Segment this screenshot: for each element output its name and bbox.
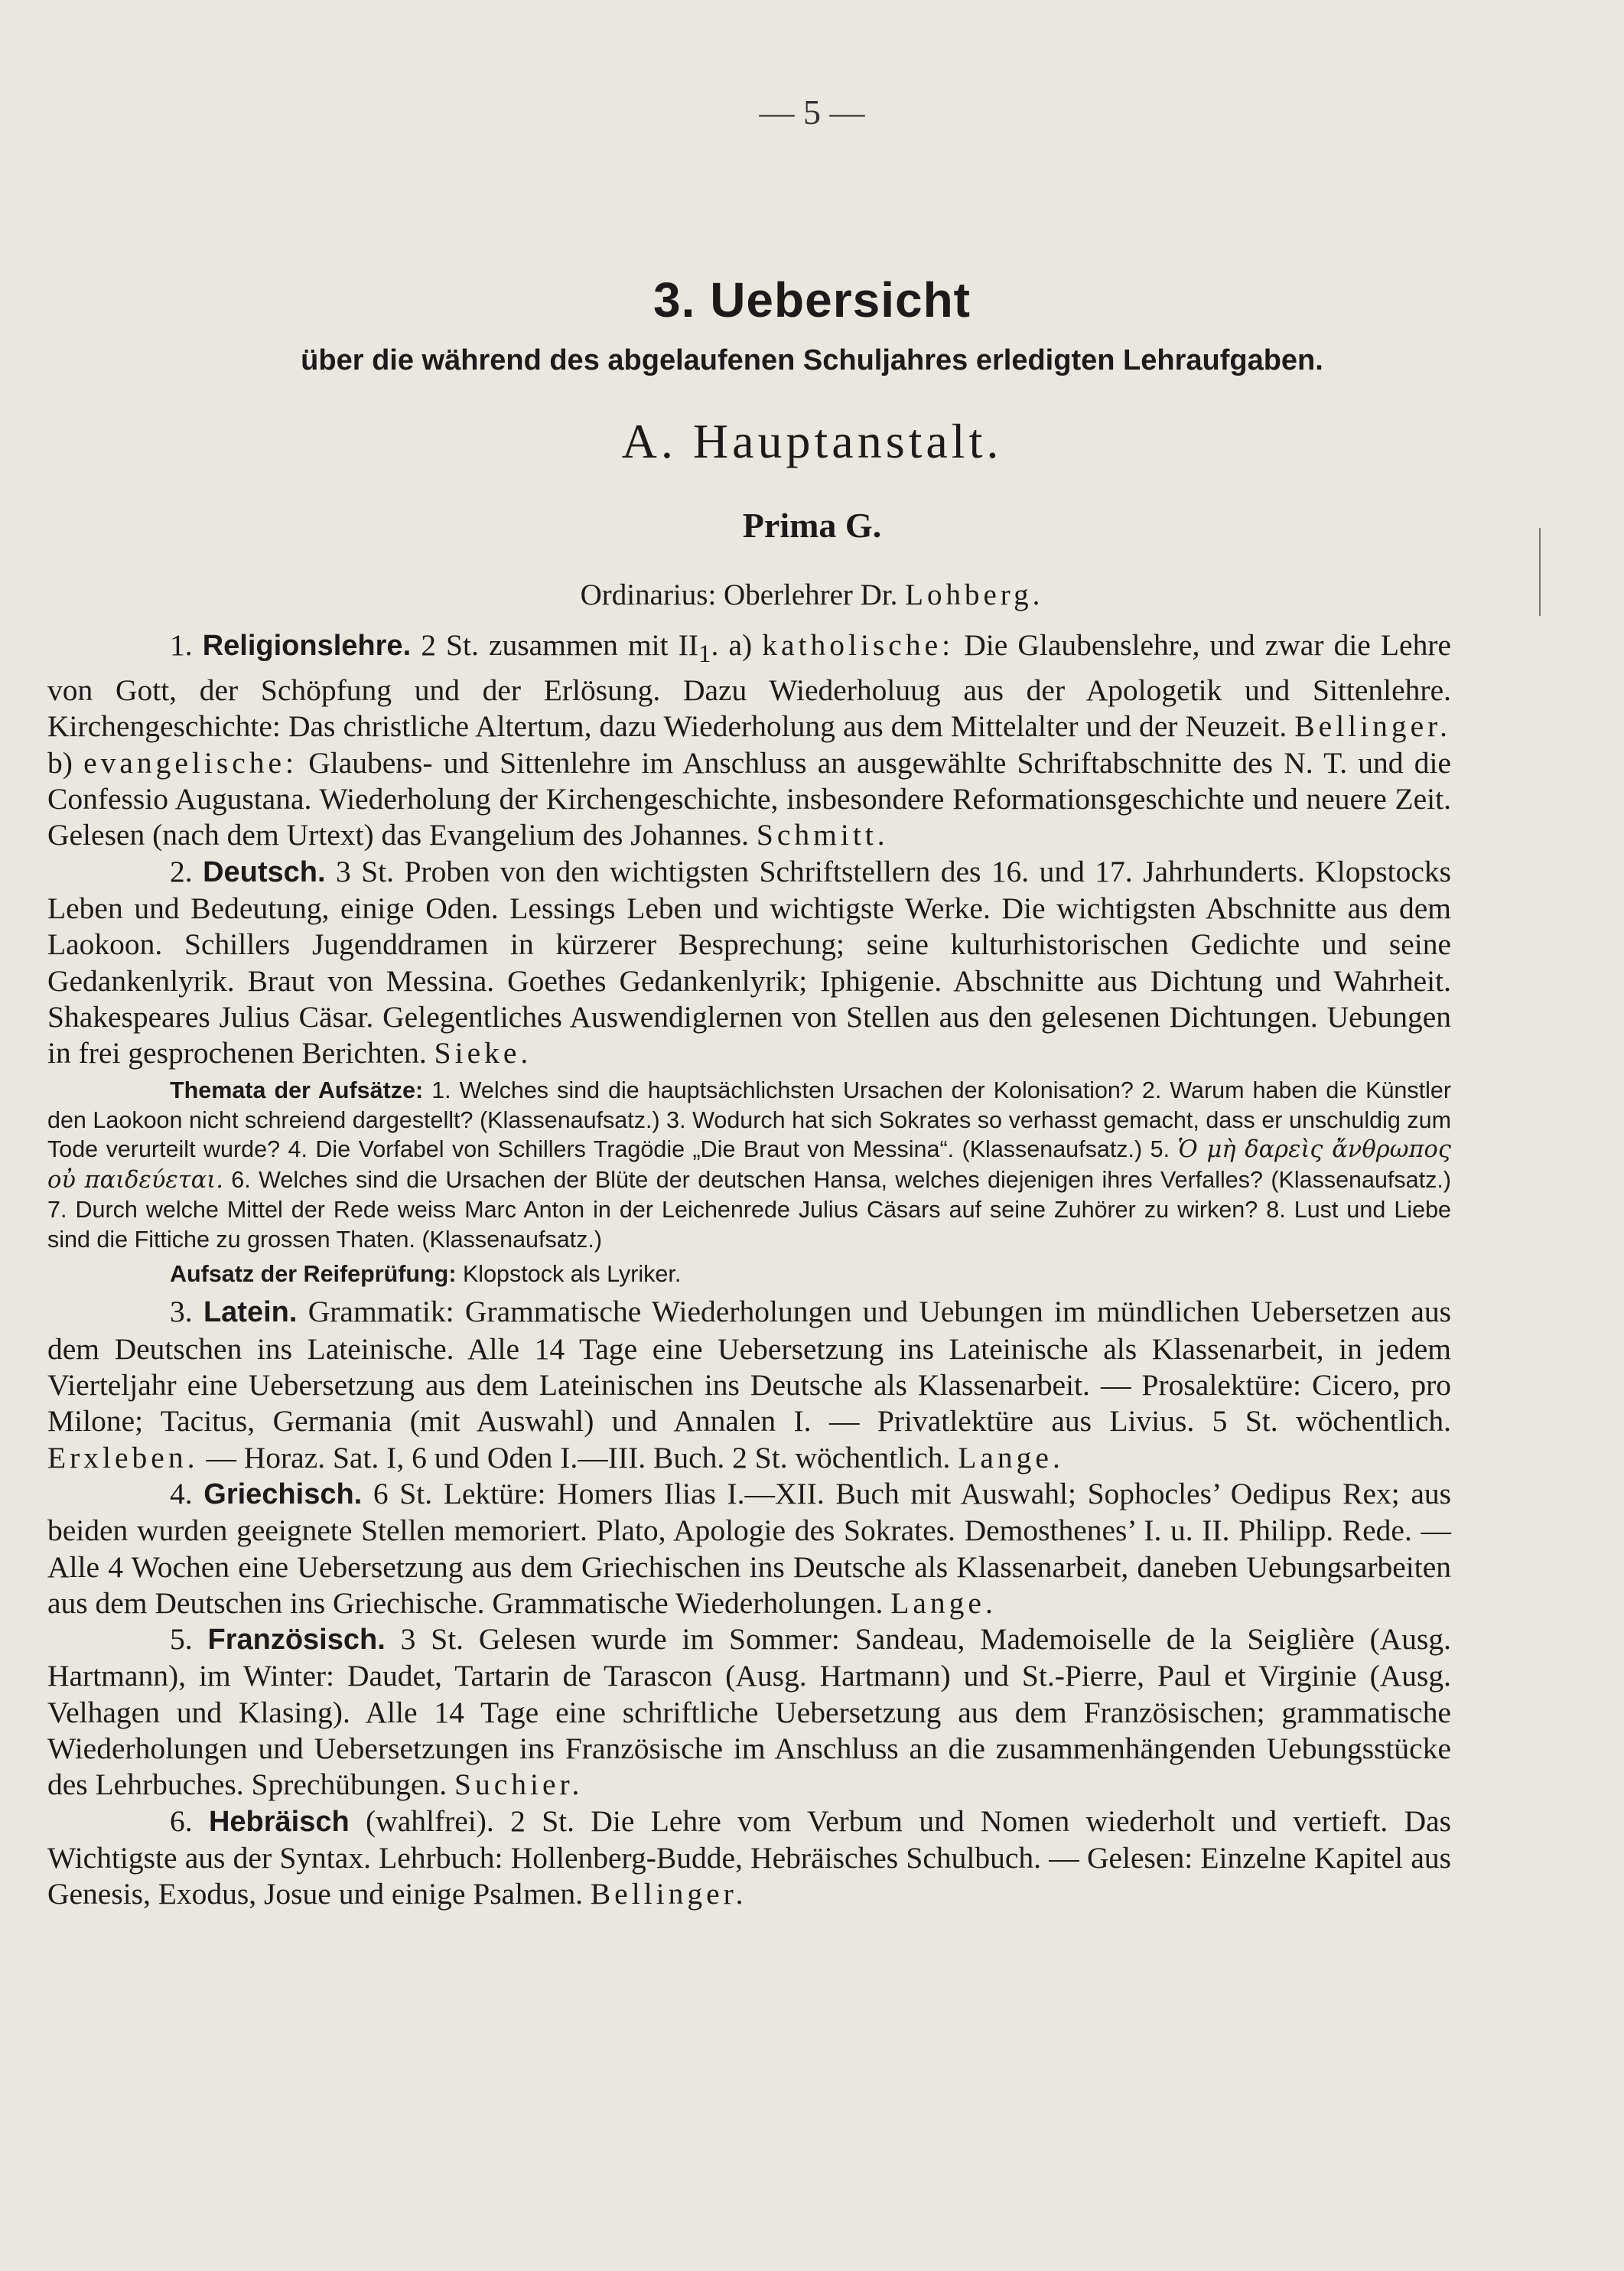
subject-hebraeisch xyxy=(47,1803,1451,1913)
subject-text: Die Glaubenslehre, und zwar die Lehre von Gott, der Schöpfung und der Erlösung. Dazu Wiederholuug aus der Apologetik und Sittenlehre. Kirchengeschichte: Das christliche Altertum, dazu Wiederholung aus dem Mittelalter und der Neuzeit. xyxy=(47,628,1452,744)
subject-subscript: 1 xyxy=(698,640,711,668)
ordinarius-name: Lohberg. xyxy=(905,578,1044,611)
subject-text: Glaubens- und Sittenlehre im Anschluss an ausgewählte Schriftabschnitte des N. T. und die Confessio Augustana. Wiederholung der Kirchengeschichte, insbesondere Reformationsgeschichte und neuere Zeit. Gelesen (nach dem Urtext) das Evangelium des Johannes. xyxy=(47,745,1451,852)
margin-rule xyxy=(1539,528,1541,616)
subject-latein xyxy=(47,1294,1451,1475)
greek-quote: Ὁ μὴ δαρεὶς ἄνθρωπος οὐ παιδεύεται. xyxy=(47,1136,1451,1194)
institution-heading: A. Hauptanstalt. xyxy=(621,414,1003,468)
teacher-name: Lange. xyxy=(958,1440,1064,1474)
subject-text: Grammatik: Grammatische Wiederholungen und Uebungen im mündlichen Uebersetzen aus dem Deutschen ins Lateinische. Alle 14 Tage eine Uebersetzung ins Lateinische als Klassenarbeit, in jedem Vierteljahr eine Uebersetzung aus dem Lateinischen ins Deutsche als Klassenarbeit. — Prosalektüre: Cicero, pro Milone; Tacitus, Germania (mit Auswahl) und Annalen I. — Privatlektüre aus Livius. 5 St. wöchentlich. xyxy=(47,1295,1452,1439)
section-title: 3. Uebersicht xyxy=(653,272,971,327)
subject-text: b) xyxy=(47,745,84,780)
subject-number: 3. xyxy=(170,1295,193,1329)
ordinarius-label: Ordinarius: Oberlehrer Dr. xyxy=(580,578,898,611)
subject-number: 6. xyxy=(170,1803,193,1838)
subject-title: Französisch. xyxy=(207,1624,386,1657)
denomination-label: katholische: xyxy=(762,628,955,662)
subject-text: — Horaz. Sat. I, 6 und Oden I.—III. Buch. 2 St. wöchentlich. xyxy=(198,1440,958,1474)
subject-title: Latein. xyxy=(203,1296,298,1329)
subject-griechisch xyxy=(47,1476,1451,1621)
subject-title: Griechisch. xyxy=(203,1478,363,1510)
subject-title: Hebräisch xyxy=(208,1805,350,1838)
subject-number: 2. xyxy=(170,854,193,888)
teacher-name: Bellinger. xyxy=(1294,709,1451,744)
essay-topics-text: 6. Welches sind die Ursachen der Blüte der deutschen Hansa, welches diejenigen ihres Verfalles? (Klassenaufsatz.) 7. Durch welche Mittel der Rede weiss Marc Anton in der Leichenrede Julius Cäsars auf seine Zuhörer zu wirken? 8. Lust und Liebe sind die Fittiche zu grossen Thaten. (Klassenaufsatz.) xyxy=(47,1166,1451,1253)
essay-topics-label: Themata der Aufsätze: xyxy=(170,1077,424,1104)
teacher-name: Erxleben. xyxy=(47,1440,199,1474)
subject-number: 5. xyxy=(170,1622,193,1657)
final-exam-essay xyxy=(47,1259,1451,1289)
ordinarius-line xyxy=(0,578,1624,612)
teacher-name: Lange. xyxy=(890,1585,997,1620)
essay-topics-text: 1. Welches sind die hauptsächlichsten Ursachen der Kolonisation? 2. Warum haben die Künstler den Laokoon nicht schreiend dargestellt? (Klassenaufsatz.) 3. Wodurch hat sich Sokrates so verhasst gemacht, dass er unschuldig zum Tode verurteilt wurde? 4. Die Vorfabel von Schillers Tragödie „Die Braut von Messina“. (Klassenaufsatz.) 5. xyxy=(47,1077,1452,1163)
subject-text: 2 St. zusammen mit II xyxy=(411,628,699,662)
final-exam-topic: Klopstock als Lyriker. xyxy=(456,1261,682,1288)
teacher-name: Sieke. xyxy=(434,1036,532,1070)
teacher-name: Suchier. xyxy=(454,1768,584,1802)
subject-number: 4. xyxy=(170,1476,193,1510)
denomination-label: evangelische: xyxy=(83,745,298,780)
subject-deutsch xyxy=(47,854,1451,1072)
subject-text: (wahlfrei). 2 St. Die Lehre vom Verbum und Nomen wiederholt und vertieft. Das Wichtigste aus der Syntax. Lehrbuch: Hollenberg-Budde, Hebräisches Schulbuch. — Gelesen: Einzelne Kapitel aus Genesis, Exodus, Josue und einige Psalmen. xyxy=(47,1803,1452,1911)
subject-title: Religionslehre. xyxy=(202,630,412,662)
teacher-name: Schmitt. xyxy=(756,818,889,852)
essay-topics xyxy=(47,1076,1451,1254)
teacher-name: Bellinger. xyxy=(590,1877,747,1911)
page-number: — 5 — xyxy=(759,93,865,132)
subject-text: . a) xyxy=(711,628,763,662)
subject-religion xyxy=(47,627,1451,854)
subject-number: 1. xyxy=(170,628,193,662)
subject-text: 6 St. Lektüre: Homers Ilias I.—XII. Buch mit Auswahl; Sophocles’ Oedipus Rex; aus beiden wurden geeignete Stellen memoriert. Plato, Apologie des Sokrates. Demosthenes’ I. u. II. Philipp. Rede. — Alle 4 Wochen eine Uebersetzung aus dem Griechischen ins Deutsche als Klassenarbeit, daneben Uebungsarbeiten aus dem Deutschen ins Griechische. Grammatische Wiederholungen. xyxy=(47,1476,1451,1620)
curriculum-body xyxy=(47,627,1451,1913)
subject-text: 3 St. Proben von den wichtigsten Schriftstellern des 16. und 17. Jahrhunderts. Klopstocks Leben und Bedeutung, einige Oden. Lessings Leben und wichtigste Werke. Die wichtigsten Abschnitte aus dem Laokoon. Schillers Jugenddramen in kürzerer Besprechung; seine kulturhistorischen Gedichte und seine Gedankenlyrik. Braut von Messina. Goethes Gedankenlyrik; Iphigenie. Abschnitte aus Dichtung und Wahrheit. Shakespeares Julius Cäsar. Gelegentliches Auswendiglernen von Stellen aus den gelesenen Dichtungen. Uebungen in frei gesprochenen Berichten. xyxy=(47,854,1452,1070)
subject-franzoesisch xyxy=(47,1621,1451,1803)
class-heading: Prima G. xyxy=(742,506,882,545)
final-exam-label: Aufsatz der Reifeprüfung: xyxy=(170,1261,457,1288)
section-subtitle: über die während des abgelaufenen Schuljahres erledigten Lehraufgaben. xyxy=(301,344,1323,376)
subject-text: 3 St. Gelesen wurde im Sommer: Sandeau, Mademoiselle de la Seiglière (Ausg. Hartmann), im Winter: Daudet, Tartarin de Tarascon (Ausg. Hartmann) und St.-Pierre, Paul et Virginie (Ausg. Velhagen und Klasing). Alle 14 Tage eine schriftliche Uebersetzung aus dem Französischen; grammatische Wiederholungen und Uebersetzungen ins Französische im Anschluss an die zusammenhängenden Uebungsstücke des Lehrbuches. Sprechübungen. xyxy=(47,1622,1452,1802)
subject-title: Deutsch. xyxy=(203,855,326,888)
